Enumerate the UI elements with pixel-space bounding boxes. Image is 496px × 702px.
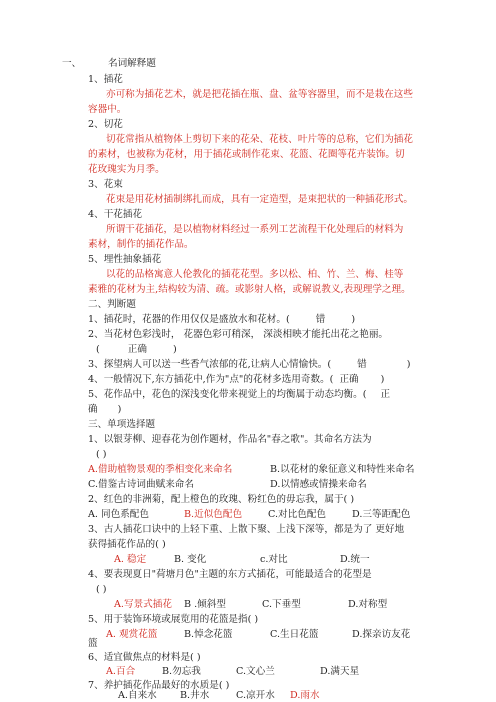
judge-3-close: ) <box>406 359 411 370</box>
choice-5-opt-b: B.悼念花篮 <box>184 629 233 640</box>
judge-3 <box>88 357 411 372</box>
choice-4-opt-c: C.下垂型 <box>262 599 301 610</box>
choice-7-stem: 7、养护插花作品最好的水质是( ) <box>88 680 230 691</box>
judge-5-answer-cont: 确 <box>88 404 98 415</box>
def-4-line2: 素材，制作的插花作品。 <box>88 239 194 250</box>
term-5: 5、埋性抽象插花 <box>88 254 162 265</box>
choice-1-opt-a: A.借助植物景观的季相变化来命名 <box>88 464 233 475</box>
choice-1-opt-d: D.以情感或情操来命名 <box>270 479 367 490</box>
choice-3-stem-cont: 获得插花作品的( ) <box>88 539 166 550</box>
term-2: 2、切花 <box>88 119 123 130</box>
choice-7-opt-c: C.凉开水 <box>236 690 275 701</box>
judge-5-answer: 正 <box>380 389 391 400</box>
choice-4-opt-b: B .倾斜型 <box>184 599 226 610</box>
choice-5-opt-d: D.探亲访友花 <box>352 629 411 640</box>
choice-6-opt-b: B.勿忘我 <box>162 666 201 677</box>
choice-1-stem: 1、以银芽柳、迎春花为创作题材，作品名"春之歌"。其命名方法为 <box>88 434 372 445</box>
choice-1-paren: ( ) <box>96 449 107 460</box>
choice-6-stem: 6、适宜做焦点的材料是( ) <box>88 652 201 663</box>
choice-3-opt-d: D.统一 <box>340 554 370 565</box>
def-2-line1: 切花常指从植物体上剪切下来的花朵、花枝、叶片等的总称，它们为插花 <box>106 134 413 145</box>
choice-5-opt-d-wrap: 篮 <box>88 638 98 649</box>
judge-1 <box>88 312 355 327</box>
judge-2 <box>96 342 177 357</box>
judge-5-text: 5、花作品中，花色的深浅变化带来视觉上的均衡属于动态均衡。( <box>88 389 367 400</box>
judge-4-close: ) <box>380 374 385 385</box>
choice-2-opt-b: B.近似色配色 <box>184 509 243 520</box>
section2-title: 二、判断题 <box>88 299 136 310</box>
choice-3-stem: 3、古人插花口诀中的上轻下重、上散下聚、上浅下深等，都是为了 更好地 <box>88 524 405 535</box>
judge-2-answer: 正确 <box>127 344 147 355</box>
judge-4 <box>88 372 384 387</box>
term-1: 1、插花 <box>88 74 123 85</box>
choice-5-opt-c: C.生日花篮 <box>270 629 319 640</box>
choice-5-opt-a: A. 观赏花篮 <box>106 629 158 640</box>
judge-2-text: 2、当花材色彩浅时， 花器色彩可稍深， 深淡相映才能托出花之艳丽。 <box>88 329 389 340</box>
choice-1-opt-b: B.以花材的象征意义和特性来命名 <box>270 464 415 475</box>
term-4: 4、干花插花 <box>88 209 143 220</box>
choice-2-stem: 2、红色的非洲菊，配上橙色的玫瑰、粉红色的毋忘我，属于( ) <box>88 494 355 505</box>
judge-1-answer: 错 <box>315 314 326 325</box>
choice-3-opt-a: A. 稳定 <box>114 554 147 565</box>
section3-title: 三、单项选择题 <box>88 419 156 430</box>
judge-3-text: 3、探望病人可以送一些香气浓郁的花,让病人心情愉快。( <box>88 359 332 370</box>
def-5-line2: 素雅的花材为主,结构较为清、疏。或影射人格，或解说教义,表现理学之理。 <box>88 284 411 295</box>
choice-6-opt-a: A.百合 <box>106 666 136 677</box>
judge-5 <box>88 387 390 402</box>
def-2-line3: 花玫瑰实为月季。 <box>88 164 165 175</box>
def-5-line1: 以花的品格寓意人伦教化的插花花型。多以松、柏、竹、兰、梅、桂等 <box>106 269 404 280</box>
section1-number: 一、 <box>62 58 82 69</box>
section1-title: 名词解释题 <box>108 58 156 69</box>
judge-5-close: ) <box>117 404 122 415</box>
choice-7-opt-b: B.井水 <box>180 690 210 701</box>
def-2-line2: 的素材，也被称为花材，用于插花或制作花束、花篮、花圈等花卉装饰。切 <box>88 149 405 160</box>
judge-1-text: 1、插花时，花器的作用仅仅是盛放水和花材。( <box>88 314 290 325</box>
judge-4-text: 4、一般情况下,东方插花中,作为"点"的花材多选用奇数。( <box>88 374 334 385</box>
choice-6-opt-d: D.满天星 <box>320 666 360 677</box>
term-3: 3、花束 <box>88 179 123 190</box>
choice-3-opt-b: B. 变化 <box>174 554 207 565</box>
def-1-line2: 容器中。 <box>88 104 127 115</box>
choice-2-opt-a: A. 同色系配色 <box>88 509 149 520</box>
choice-6-opt-c: C.文心兰 <box>236 666 275 677</box>
choice-7-opt-a: A.自来水 <box>118 690 157 701</box>
choice-1-opt-c: C.借鉴古诗词曲赋来命名 <box>88 479 194 490</box>
judge-1-close: ) <box>351 314 356 325</box>
choice-2-opt-d: D.三等距配色 <box>352 509 411 520</box>
judge-2-open: ( <box>96 344 100 355</box>
choice-4-stem: 4、要表现夏日"荷塘月色"主题的东方式插花，可能最适合的花型是 <box>88 569 372 580</box>
choice-4-opt-d: D.对称型 <box>348 599 388 610</box>
def-3-line1: 花束是用花材插制绑扎而成，具有一定造型，是束把状的一种插花形式。 <box>106 194 413 205</box>
choice-3-opt-c: c.对比 <box>260 554 288 565</box>
choice-7-opt-d: D.雨水 <box>290 690 320 701</box>
def-1-line1: 亦可称为插花艺术，就是把花插在瓶、盘、盆等容器里，而不是栽在这些 <box>106 89 413 100</box>
choice-4-opt-a: A.写景式插花 <box>114 599 172 610</box>
judge-5-wrap <box>88 402 121 417</box>
choice-4-paren: ( ) <box>96 584 107 595</box>
def-4-line1: 所谓干花插花，是以植物材料经过一系列工艺流程干化处理后的材料为 <box>106 224 404 235</box>
judge-2-close: ) <box>172 344 177 355</box>
choice-5-stem: 5、用于装饰环境或展览用的花篮是指( ) <box>88 614 259 625</box>
judge-3-answer: 错 <box>357 359 367 370</box>
judge-4-answer: 正确 <box>339 374 359 385</box>
choice-2-opt-c: C.对比色配色 <box>268 509 327 520</box>
